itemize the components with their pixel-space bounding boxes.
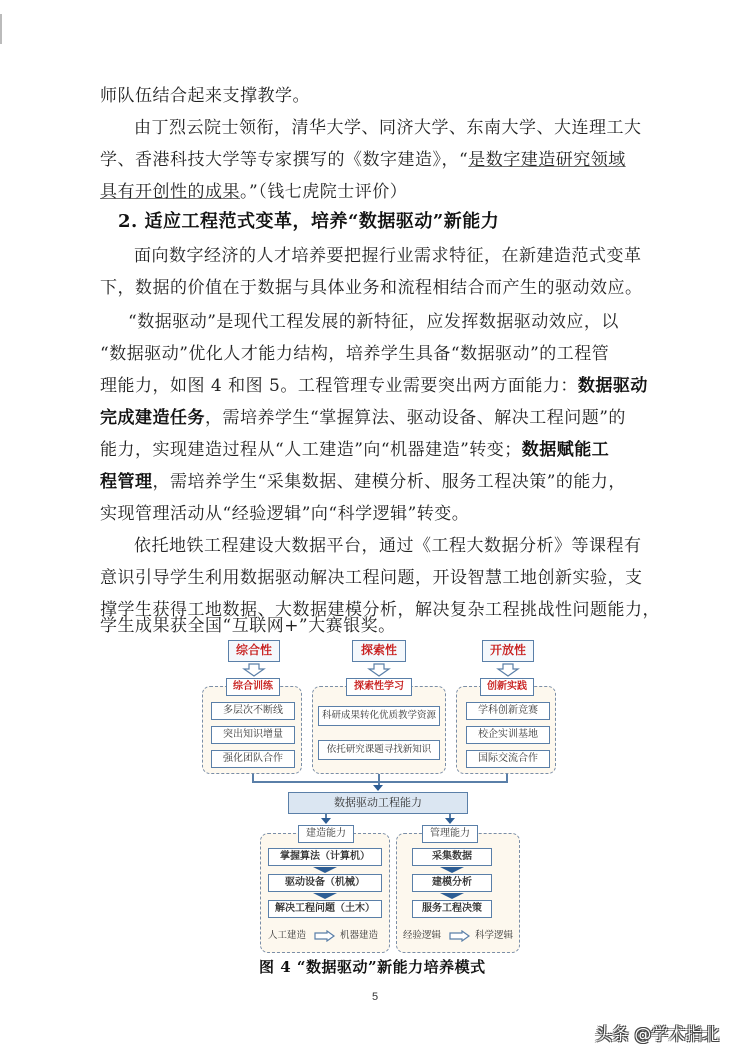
branch-step: 建模分析	[412, 874, 492, 892]
column-item: 国际交流合作	[466, 750, 550, 768]
column-sub-label: 创新实践	[480, 678, 534, 696]
bold-text: 程管理	[100, 472, 153, 492]
down-arrow-icon	[440, 893, 464, 899]
text: 能力，实现建造过程从“人工建造”向“机器建造”转变；	[100, 440, 522, 460]
figure-4-diagram	[196, 640, 556, 955]
text: 意识引导学生利用数据驱动解决工程问题，开设智慧工地创新实验，支	[100, 568, 643, 588]
down-arrow-icon	[313, 867, 337, 873]
branch-from-label: 人工建造	[268, 930, 307, 941]
column-top-label: 探索性	[352, 640, 406, 662]
hollow-down-arrow-icon	[242, 663, 266, 677]
hollow-down-arrow-icon	[367, 663, 391, 677]
column-item: 多层次不断线	[211, 702, 295, 720]
branch-step: 掌握算法（计算机）	[268, 848, 382, 866]
branch-title: 建造能力	[298, 825, 354, 843]
paragraph-line	[100, 438, 609, 462]
down-arrow-icon	[440, 867, 464, 873]
bold-text: 数据赋能工	[521, 440, 610, 460]
column-item: 依托研究课题寻找新知识	[318, 740, 440, 760]
branch-title: 管理能力	[422, 825, 478, 843]
paragraph-line	[100, 566, 643, 590]
hollow-down-arrow-icon	[496, 663, 520, 677]
text: “数据驱动”优化人才能力结构，培养学生具备“数据驱动”的工程管	[100, 344, 610, 364]
text: ，需培养学生“掌握算法、驱动设备、解决工程问题”的	[205, 408, 626, 428]
column-sub-label: 综合训练	[226, 678, 280, 696]
connector-line	[252, 781, 508, 783]
paragraph-line	[100, 276, 643, 300]
paragraph-line	[134, 244, 642, 268]
branch-to-label: 机器建造	[340, 930, 379, 941]
paragraph-line	[100, 342, 609, 366]
column-item: 校企实训基地	[466, 726, 550, 744]
page-number: 5	[372, 991, 379, 1003]
hollow-right-arrow-icon	[449, 930, 471, 942]
paragraph-line	[134, 534, 642, 558]
column-item: 突出知识增量	[211, 726, 295, 744]
text: 面向数字经济的人才培养要把握行业需求特征，在新建造范式变革	[134, 246, 642, 266]
paragraph-line	[100, 180, 407, 204]
column-top-label: 开放性	[482, 640, 534, 662]
bold-text: 数据驱动	[577, 376, 648, 396]
column-top-label: 综合性	[228, 640, 280, 662]
paragraph-line	[100, 502, 469, 526]
down-arrow-icon	[321, 818, 331, 824]
paragraph-line	[134, 116, 642, 140]
text: 下，数据的价值在于数据与具体业务和流程相结合而产生的驱动效应。	[100, 278, 643, 298]
paragraph-line	[100, 470, 626, 494]
text: 学、香港科技大学等专家撰写的《数字建造》，“	[100, 150, 469, 170]
branch-step: 驱动设备（机械）	[268, 874, 382, 892]
down-arrow-icon	[445, 818, 455, 824]
bold-text: 完成建造任务	[100, 408, 205, 428]
figure-caption: 图 4 “数据驱动”新能力培养模式	[259, 958, 486, 976]
text: 由丁烈云院士领衔，清华大学、同济大学、东南大学、大连理工大	[134, 118, 642, 138]
text: 理能力，如图 4 和图 5。工程管理专业需要突出两方面能力：	[100, 376, 578, 396]
text: 。”（钱七虎院士评价）	[240, 182, 408, 202]
watermark: 头条 @学术指北	[595, 1025, 720, 1045]
text: “数据驱动”是现代工程发展的新特征，应发挥数据驱动效应，以	[128, 312, 619, 332]
branch-step: 采集数据	[412, 848, 492, 866]
paragraph-line	[100, 148, 626, 172]
branch-from-label: 经验逻辑	[403, 930, 442, 941]
text: 撑学生获得工地数据、大数据建模分析，解决复杂工程挑战性问题能力，	[100, 600, 660, 620]
paragraph-line	[128, 310, 619, 334]
paragraph-line	[100, 374, 648, 398]
quote-underlined: 具有开创性的成果	[100, 182, 240, 202]
column-sub-label: 探索性学习	[346, 678, 412, 696]
column-panel	[312, 686, 446, 774]
column-item: 学科创新竞赛	[466, 702, 550, 720]
column-item: 强化团队合作	[211, 750, 295, 768]
paragraph-line	[100, 614, 396, 638]
text: 学生成果获全国“互联网+”大赛银奖。	[100, 616, 396, 636]
branch-step: 解决工程问题（土木）	[268, 900, 382, 918]
page-edge-mark	[0, 14, 2, 44]
column-item: 科研成果转化优质教学资源	[318, 706, 440, 726]
data-driven-banner: 数据驱动工程能力	[288, 792, 468, 814]
paragraph-line	[100, 406, 626, 430]
section-heading: 2. 适应工程范式变革，培养“数据驱动”新能力	[118, 211, 500, 232]
text: 师队伍结合起来支撑教学。	[100, 86, 310, 106]
hollow-right-arrow-icon	[314, 930, 336, 942]
quote-underlined: 是数字建造研究领域	[468, 150, 626, 170]
text: ，需培养学生“采集数据、建模分析、服务工程决策”的能力，	[152, 472, 626, 492]
branch-step: 服务工程决策	[412, 900, 492, 918]
down-arrow-icon	[313, 893, 337, 899]
down-arrow-icon	[373, 785, 383, 791]
text: 依托地铁工程建设大数据平台，通过《工程大数据分析》等课程有	[134, 536, 642, 556]
paragraph-line	[100, 84, 310, 108]
branch-to-label: 科学逻辑	[475, 930, 514, 941]
text: 实现管理活动从“经验逻辑”向“科学逻辑”转变。	[100, 504, 470, 524]
